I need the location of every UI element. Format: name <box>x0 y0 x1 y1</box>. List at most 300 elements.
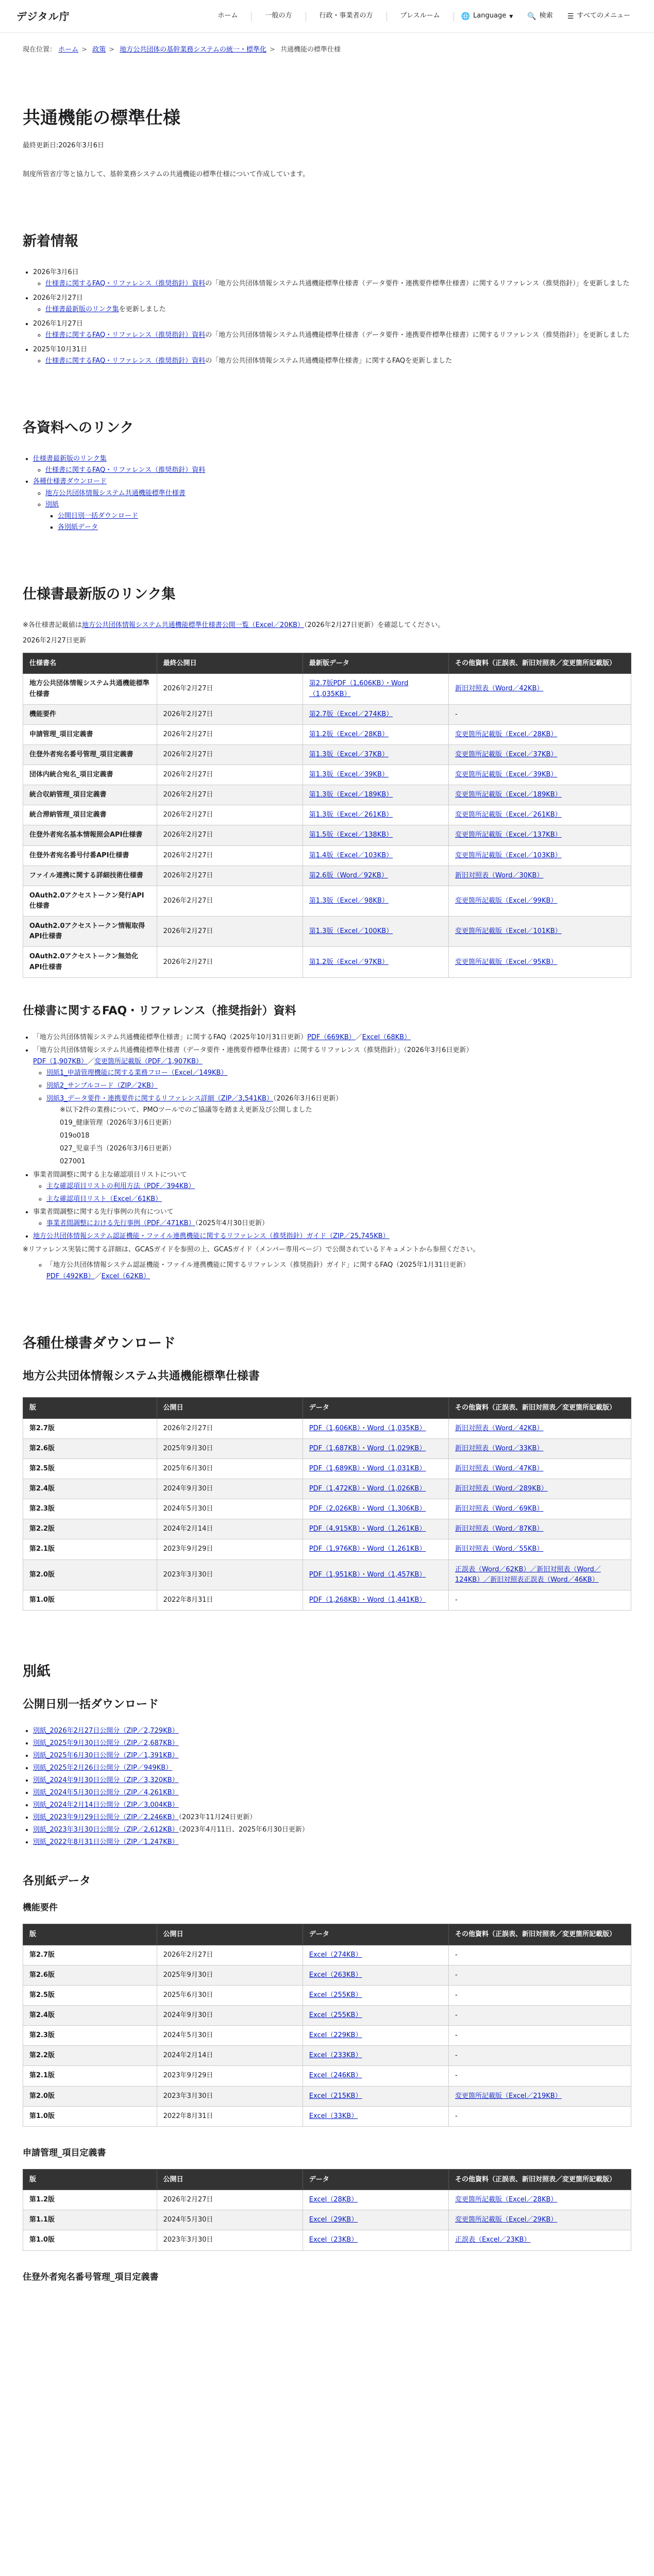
table-cell: 2023年3月30日 <box>157 1560 303 1590</box>
download-link[interactable]: PDF（1,976KB）・Word（1,261KB） <box>309 1545 426 1553</box>
download-link[interactable]: 第1.3版（Excel／98KB） <box>309 896 389 905</box>
main-content <box>0 33 654 2283</box>
table-cell: 第2.7版 <box>23 1418 157 1438</box>
table-row <box>23 2210 631 2230</box>
table-cell: 2024年9月30日 <box>157 1479 303 1499</box>
column-header: 最終公開日 <box>157 653 303 674</box>
breadcrumb-separator-icon: > <box>81 46 88 54</box>
links-item <box>58 522 631 533</box>
faq-text: 事業者間調整に関する主な確認項目リストについて <box>33 1171 187 1179</box>
faq-item <box>33 1170 631 1205</box>
download-link[interactable]: PDF（1,687KB）・Word（1,029KB） <box>309 1444 426 1452</box>
column-header: 版 <box>23 1398 157 1419</box>
empty-value: - <box>455 2052 458 2060</box>
faq-text: 「地方公共団体情報システム認証機能・ファイル連携機能に関するリファレンス（推奨指針）ガイド」に関するFAQ（2025年1月31日更新） <box>46 1261 470 1269</box>
table-cell <box>448 1459 631 1479</box>
table-cell <box>448 1590 631 1610</box>
news-text: を更新しました <box>119 305 166 313</box>
download-link[interactable]: Excel（215KB） <box>309 2092 362 2100</box>
table-cell <box>448 2210 631 2230</box>
table-header-row <box>23 1398 631 1419</box>
faq-text: 「地方公共団体情報システム共通機能標準仕様書」に関するFAQ（2025年10月31日更新） <box>33 1033 308 1041</box>
table-cell <box>303 2066 448 2086</box>
bulk-download-link[interactable]: 別紙_2022年8月31日公開分（ZIP／1,247KB） <box>33 1838 179 1846</box>
table-cell: 統合収納管理_項目定義書 <box>23 785 157 805</box>
related-link[interactable]: 新旧対照表（Word／87KB） <box>455 1525 544 1533</box>
table-cell <box>303 1479 448 1499</box>
table-cell <box>303 704 448 724</box>
download-link[interactable]: 第2.7版PDF（1,606KB）・Word（1,035KB） <box>309 680 409 698</box>
table-row <box>23 2106 631 2126</box>
table-row <box>23 744 631 765</box>
table-row <box>23 1499 631 1519</box>
news-item <box>33 318 631 341</box>
table-cell <box>448 1499 631 1519</box>
download-link[interactable]: 第2.7版（Excel／274KB） <box>309 710 393 718</box>
link-bulk-download[interactable]: 公開日別一括ダウンロード <box>58 512 139 520</box>
table-cell: 第2.7版 <box>23 1945 157 1965</box>
table-cell <box>303 2086 448 2106</box>
faq-link[interactable]: 地方公共団体情報システム認証機能・ファイル連携機能に関するリファレンス（推奨指針）ガイド（ZIP／25,745KB） <box>33 1232 390 1241</box>
table-cell: OAuth2.0アクセストークン発行API仕様書 <box>23 886 157 916</box>
links-list <box>23 453 631 533</box>
links-heading: 各資料へのリンク <box>23 420 134 436</box>
table-cell <box>303 1560 448 1590</box>
download-link[interactable]: 第1.3版（Excel／261KB） <box>309 811 393 819</box>
table-cell <box>303 1459 448 1479</box>
column-header: データ <box>303 1924 448 1945</box>
table-cell <box>303 1539 448 1560</box>
download-link[interactable]: Excel（255KB） <box>309 2011 362 2019</box>
related-link[interactable]: 変更箇所記載版（Excel／101KB） <box>455 927 562 936</box>
table-cell <box>303 724 448 744</box>
links-item <box>45 488 631 499</box>
table-row <box>23 1459 631 1479</box>
search-icon: 🔍 <box>527 12 536 21</box>
table-cell: 2024年2月14日 <box>157 1519 303 1539</box>
table-cell: 2025年6月30日 <box>157 1459 303 1479</box>
column-header: 版 <box>23 2169 157 2190</box>
download-link[interactable]: Excel（33KB） <box>309 2112 358 2120</box>
empty-value: - <box>455 710 458 718</box>
table-cell <box>448 1438 631 1459</box>
links-item <box>33 476 631 533</box>
table-cell: 2026年2月27日 <box>157 1945 303 1965</box>
appendix-data-heading: 各別紙データ <box>23 1875 91 1888</box>
link-appendix[interactable]: 別紙 <box>45 500 59 509</box>
faq-note: ※リファレンス実装に関する詳細は、GCASガイドを参照の上、GCASガイド（メンバー専用ページ）で公開されているドキュメントから参照ください。 <box>23 1246 480 1254</box>
faq-item <box>33 1231 631 1242</box>
breadcrumb-policy[interactable]: 政策 <box>92 46 106 54</box>
bulk-download-link[interactable]: 別紙_2024年9月30日公開分（ZIP／3,320KB） <box>33 1776 179 1784</box>
table-cell: 2026年2月27日 <box>157 1418 303 1438</box>
table-header-row <box>23 2169 631 2190</box>
download-link[interactable]: PDF（1,951KB）・Word（1,457KB） <box>309 1570 426 1579</box>
table-cell <box>303 2026 448 2046</box>
related-link[interactable]: 変更箇所記載版（Excel／99KB） <box>455 896 558 905</box>
related-link[interactable]: 変更箇所記載版（Excel／39KB） <box>455 771 558 779</box>
related-link[interactable]: 変更箇所記載版（Excel／189KB） <box>455 791 562 799</box>
table-cell: 2026年2月27日 <box>157 785 303 805</box>
list-item <box>33 1787 631 1799</box>
faq-item <box>33 1032 631 1043</box>
note-link[interactable]: 地方公共団体情報システム共通機能標準仕様書公開一覧（Excel／20KB） <box>81 621 305 629</box>
table-cell <box>303 765 448 785</box>
news-link[interactable]: 仕様書最新版のリンク集 <box>45 305 119 313</box>
table-cell <box>448 825 631 845</box>
table-cell <box>448 1965 631 1985</box>
news-date: 2026年1月27日 <box>33 320 83 328</box>
table-cell <box>448 704 631 724</box>
download-link[interactable]: Excel（233KB） <box>309 2052 362 2060</box>
table-cell <box>303 1945 448 1965</box>
faq-link[interactable]: 別紙3_データ要件・連携要件に関するリファレンス詳細（ZIP／3,541KB） <box>46 1095 274 1103</box>
table-cell <box>303 785 448 805</box>
bulk-download-link[interactable]: 別紙_2024年5月30日公開分（ZIP／4,261KB） <box>33 1788 179 1797</box>
table-row <box>23 1418 631 1438</box>
table-row <box>23 785 631 805</box>
related-link[interactable]: 正誤表（Word／62KB）／新旧対照表（Word／124KB）／新旧対照表正誤表（Word／46KB） <box>455 1565 601 1584</box>
related-link[interactable]: 新旧対照表（Word／30KB） <box>455 871 544 879</box>
list-item <box>33 1837 631 1848</box>
link-appendix-data[interactable]: 各別紙データ <box>58 523 98 531</box>
table-cell <box>303 1418 448 1438</box>
download-link[interactable]: 第1.4版（Excel／103KB） <box>309 851 393 859</box>
download-link[interactable]: Excel（28KB） <box>309 2196 358 2204</box>
table-cell: 第2.1版 <box>23 1539 157 1560</box>
related-link[interactable]: 新旧対照表（Word／42KB） <box>455 685 544 693</box>
faq-text: 事業者間調整に関する先行事例の共有について <box>33 1208 174 1216</box>
column-header: 最新版データ <box>303 653 448 674</box>
table-cell: 住登外者宛名番号管理_項目定義書 <box>23 744 157 765</box>
download-link[interactable]: 第1.3版（Excel／100KB） <box>309 927 393 936</box>
table-cell: 第2.6版 <box>23 1965 157 1985</box>
table-cell: 第1.0版 <box>23 1590 157 1610</box>
table-row <box>23 866 631 886</box>
table-row <box>23 2086 631 2106</box>
table-cell: 2023年9月29日 <box>157 2066 303 2086</box>
func-heading: 機能要件 <box>23 1903 58 1913</box>
download-link[interactable]: Excel（229KB） <box>309 2031 362 2040</box>
table-cell <box>448 1479 631 1499</box>
news-link[interactable]: 仕様書に関するFAQ・リファレンス（推奨指針）資料 <box>45 279 206 287</box>
table-cell <box>448 2066 631 2086</box>
breadcrumb-current: 共通機能の標準仕様 <box>280 46 341 54</box>
empty-value: - <box>455 2112 458 2120</box>
site-logo[interactable]: デジタル庁 <box>16 10 70 23</box>
download-link[interactable]: PDF（1,268KB）・Word（1,441KB） <box>309 1596 426 1604</box>
breadcrumb-home[interactable]: ホーム <box>58 46 79 54</box>
related-link[interactable]: 新旧対照表（Word／33KB） <box>455 1444 544 1452</box>
empty-value: - <box>455 1596 458 1604</box>
page-lead: 制度所管省庁等と協力して、基幹業務システムの共通機能の標準仕様について作成しています。 <box>23 170 310 178</box>
table-cell <box>448 1945 631 1965</box>
download-link[interactable]: 第1.3版（Excel／39KB） <box>309 771 389 779</box>
func-table-body <box>23 1945 631 2126</box>
news-text: の「地方公共団体情報システム共通機能標準仕様書」に関するFAQを更新しました <box>205 357 452 365</box>
table-row <box>23 1945 631 1965</box>
download-link[interactable]: PDF（4,915KB）・Word（1,261KB） <box>309 1525 426 1533</box>
breadcrumb-standardization[interactable]: 地方公共団体の基幹業務システムの統一・標準化 <box>120 46 266 54</box>
table-cell: 機能要件 <box>23 704 157 724</box>
breadcrumb-label: 現在位置： <box>23 46 57 54</box>
faq-link[interactable]: PDF（669KB） <box>307 1033 356 1041</box>
faq-separator: ／ <box>355 1033 362 1041</box>
table-cell <box>448 2106 631 2126</box>
table-cell: 2026年2月27日 <box>157 886 303 916</box>
related-link[interactable]: 変更箇所記載版（Excel／219KB） <box>455 2092 562 2100</box>
download-link[interactable]: 第1.3版（Excel／37KB） <box>309 750 389 758</box>
related-link[interactable]: 新旧対照表（Word／47KB） <box>455 1464 544 1472</box>
download-link[interactable]: PDF（1,472KB）・Word（1,026KB） <box>309 1484 426 1493</box>
faq-sub-item <box>46 1080 631 1092</box>
related-link[interactable]: 変更箇所記載版（Excel／28KB） <box>455 730 558 738</box>
table-cell: 申請管理_項目定義書 <box>23 724 157 744</box>
table-cell <box>448 1519 631 1539</box>
table-cell: 2024年2月14日 <box>157 2046 303 2066</box>
faq-link[interactable]: 変更箇所記載版（PDF／1,907KB） <box>94 1057 203 1065</box>
related-link[interactable]: 変更箇所記載版（Excel／29KB） <box>455 2216 558 2224</box>
globe-icon: 🌐 <box>461 12 471 21</box>
table-cell: 2026年2月27日 <box>157 805 303 825</box>
download-link[interactable]: PDF（1,689KB）・Word（1,031KB） <box>309 1464 426 1472</box>
table-row <box>23 1965 631 1985</box>
download-link[interactable]: Excel（29KB） <box>309 2216 358 2224</box>
table-cell <box>448 1985 631 2005</box>
table-row <box>23 845 631 866</box>
bulk-download-link[interactable]: 別紙_2025年9月30日公開分（ZIP／2,687KB） <box>33 1739 179 1747</box>
table-cell <box>303 1499 448 1519</box>
column-header: データ <box>303 2169 448 2190</box>
bulk-download-link[interactable]: 別紙_2023年9月29日公開分（ZIP／2,246KB） <box>33 1814 179 1822</box>
breadcrumb-separator-icon: > <box>269 46 275 54</box>
table-header-row <box>23 653 631 674</box>
related-link[interactable]: 変更箇所記載版（Excel／261KB） <box>455 811 562 819</box>
news-date: 2026年2月27日 <box>33 294 83 302</box>
nav-home[interactable]: ホーム <box>217 12 238 20</box>
faq-link[interactable]: PDF（1,907KB） <box>33 1057 88 1065</box>
table-cell: 第1.0版 <box>23 2230 157 2250</box>
news-entry <box>45 355 631 367</box>
table-cell <box>448 674 631 704</box>
download-link[interactable]: PDF（2,026KB）・Word（1,306KB） <box>309 1505 426 1513</box>
table-cell: ファイル連携に関する詳細技術仕様書 <box>23 866 157 886</box>
table-row <box>23 1438 631 1459</box>
nonres-heading: 住登外者宛名番号管理_項目定義書 <box>23 2272 159 2282</box>
news-entry <box>45 304 631 315</box>
table-cell: 2026年2月27日 <box>157 825 303 845</box>
table-cell: 2026年2月27日 <box>157 2190 303 2210</box>
table-cell <box>303 674 448 704</box>
bulk-download-link[interactable]: 別紙_2023年3月30日公開分（ZIP／2,612KB） <box>33 1826 179 1834</box>
empty-value: - <box>455 2011 458 2019</box>
download-link[interactable]: Excel（246KB） <box>309 2072 362 2080</box>
apply-table <box>23 2169 631 2251</box>
note-text: （2026年2月27日更新）を確認してください。 <box>304 621 445 629</box>
table-cell: OAuth2.0アクセストークン情報取得API仕様書 <box>23 917 157 947</box>
table-cell <box>448 2026 631 2046</box>
news-item <box>33 267 631 290</box>
bulk-download-list <box>23 1725 631 1849</box>
breadcrumb <box>23 33 631 56</box>
chevron-down-icon: ▾ <box>509 12 513 21</box>
table-cell: 第2.2版 <box>23 2046 157 2066</box>
table-cell <box>448 947 631 977</box>
download-link[interactable]: Excel（274KB） <box>309 1951 362 1959</box>
news-list <box>23 267 631 367</box>
faq-item <box>33 1045 631 1168</box>
table-row <box>23 674 631 704</box>
faq-link[interactable]: 事業者間調整における先行事例（PDF／471KB） <box>46 1219 195 1227</box>
page-title: 共通機能の標準仕様 <box>23 108 180 129</box>
download-link[interactable]: 第1.3版（Excel／189KB） <box>309 791 393 799</box>
bulk-download-link[interactable]: 別紙_2026年2月27日公開分（ZIP／2,729KB） <box>33 1726 179 1735</box>
table-cell: 第2.4版 <box>23 2005 157 2025</box>
news-entry <box>45 278 631 290</box>
table-cell <box>448 2086 631 2106</box>
download-link[interactable]: 第1.2版（Excel／28KB） <box>309 730 389 738</box>
table-cell <box>303 845 448 866</box>
download-link[interactable]: 第1.2版（Excel／97KB） <box>309 958 389 966</box>
table-cell <box>303 886 448 916</box>
faq-note: ※以下2件の業務について、PMOツールでのご協議等を踏まえ更新及び公開しました <box>60 1106 312 1114</box>
faq-sub-sub-item: 019_健康管理（2026年3月6日更新） <box>60 1119 175 1127</box>
download-link[interactable]: 第2.6版（Word／92KB） <box>309 871 388 879</box>
faq-link[interactable]: 主な確認項目リストの利用方法（PDF／394KB） <box>46 1182 195 1190</box>
table-row <box>23 825 631 845</box>
list-item <box>33 1775 631 1786</box>
related-link[interactable]: 変更箇所記載版（Excel／103KB） <box>455 851 562 859</box>
related-link[interactable]: 変更箇所記載版（Excel／28KB） <box>455 2196 558 2204</box>
table-cell: 2026年2月27日 <box>157 744 303 765</box>
bulk-download-link[interactable]: 別紙_2025年6月30日公開分（ZIP／1,391KB） <box>33 1751 179 1759</box>
table-cell <box>448 2230 631 2250</box>
table-cell <box>448 2190 631 2210</box>
faq-link[interactable]: 主な確認項目リスト（Excel／61KB） <box>46 1195 162 1203</box>
bulk-update-note: （2023年11月24日更新） <box>178 1814 257 1822</box>
table-cell: 2026年2月27日 <box>157 704 303 724</box>
table-cell <box>448 785 631 805</box>
table-cell <box>448 917 631 947</box>
table-cell: 2026年2月27日 <box>157 765 303 785</box>
table-cell: 住登外者宛名基本情報照会API仕様書 <box>23 825 157 845</box>
bulk-update-note: （2023年4月11日、2025年6月30日更新） <box>178 1826 309 1834</box>
links-item <box>33 453 631 476</box>
faq-list <box>23 1260 631 1282</box>
faq-sub-item <box>46 1093 631 1168</box>
table-row <box>23 1985 631 2005</box>
download-link[interactable]: Excel（263KB） <box>309 1971 362 1979</box>
list-item <box>33 1738 631 1749</box>
related-link[interactable]: 変更箇所記載版（Excel／37KB） <box>455 750 558 758</box>
faq-sub-item <box>46 1067 631 1079</box>
related-link[interactable]: 新旧対照表（Word／69KB） <box>455 1505 544 1513</box>
empty-value: - <box>455 1991 458 1999</box>
table-row <box>23 724 631 744</box>
column-header: 公開日 <box>157 2169 303 2190</box>
table-cell <box>448 1418 631 1438</box>
table-cell: 住登外者宛名番号付番API仕様書 <box>23 845 157 866</box>
table-row <box>23 2066 631 2086</box>
download-link[interactable]: Excel（23KB） <box>309 2236 358 2244</box>
nav-general[interactable]: 一般の方 <box>265 12 292 20</box>
table-cell <box>448 845 631 866</box>
global-nav <box>204 10 638 22</box>
table-cell <box>303 2005 448 2025</box>
news-date: 2025年10月31日 <box>33 346 88 354</box>
bulk-download-link[interactable]: 別紙_2024年2月14日公開分（ZIP／3,004KB） <box>33 1801 179 1809</box>
related-link[interactable]: 新旧対照表（Word／42KB） <box>455 1424 544 1432</box>
apply-heading: 申請管理_項目定義書 <box>23 2147 106 2158</box>
faq-link[interactable]: Excel（68KB） <box>362 1033 411 1041</box>
list-item <box>33 1762 631 1774</box>
appendix-heading: 別紙 <box>23 1663 51 1680</box>
related-link[interactable]: 変更箇所記載版（Excel／137KB） <box>455 831 562 839</box>
faq-sub-item <box>46 1194 631 1205</box>
download-link[interactable]: Excel（255KB） <box>309 1991 362 1999</box>
table-cell <box>303 2230 448 2250</box>
table-cell <box>448 2046 631 2066</box>
link-faq[interactable]: 仕様書に関するFAQ・リファレンス（推奨指針）資料 <box>45 466 206 474</box>
links-item <box>45 465 631 476</box>
table-cell: 第2.6版 <box>23 1438 157 1459</box>
table-cell <box>303 1590 448 1610</box>
download-link[interactable]: 第1.5版（Excel／138KB） <box>309 831 393 839</box>
table-row <box>23 947 631 977</box>
faq-link[interactable]: PDF（492KB） <box>46 1273 95 1281</box>
table-cell: 2025年9月30日 <box>157 1965 303 1985</box>
related-link[interactable]: 正誤表（Excel／23KB） <box>455 2236 531 2244</box>
link-latest[interactable]: 仕様書最新版のリンク集 <box>33 455 107 463</box>
table-row <box>23 2190 631 2210</box>
related-link[interactable]: 新旧対照表（Word／289KB） <box>455 1484 548 1493</box>
faq-link[interactable]: Excel（62KB） <box>101 1273 150 1281</box>
nav-press[interactable]: プレスルーム <box>400 12 440 20</box>
table-cell: 2025年6月30日 <box>157 1985 303 2005</box>
common-spec-table <box>23 1397 631 1611</box>
table-cell: 第2.3版 <box>23 1499 157 1519</box>
news-link[interactable]: 仕様書に関するFAQ・リファレンス（推奨指針）資料 <box>45 357 206 365</box>
related-link[interactable]: 新旧対照表（Word／55KB） <box>455 1545 544 1553</box>
table-cell: 2026年2月27日 <box>157 845 303 866</box>
latest-table-body <box>23 674 631 977</box>
hamburger-icon: ☰ <box>567 12 574 21</box>
table-cell: 2026年2月27日 <box>157 866 303 886</box>
column-header: 公開日 <box>157 1398 303 1419</box>
link-common-spec[interactable]: 地方公共団体情報システム共通機能標準仕様書 <box>45 489 186 497</box>
table-cell <box>303 1965 448 1985</box>
table-cell <box>303 1438 448 1459</box>
download-link[interactable]: PDF（1,606KB）・Word（1,035KB） <box>309 1424 426 1432</box>
faq-link[interactable]: 別紙1_申請管理機能に関する業務フロー（Excel／149KB） <box>46 1069 228 1077</box>
link-downloads[interactable]: 各種仕様書ダウンロード <box>33 478 107 486</box>
related-link[interactable]: 変更箇所記載版（Excel／95KB） <box>455 958 558 966</box>
table-cell <box>448 866 631 886</box>
bulk-download-link[interactable]: 別紙_2025年2月26日公開分（ZIP／949KB） <box>33 1764 173 1772</box>
table-cell <box>303 1985 448 2005</box>
news-link[interactable]: 仕様書に関するFAQ・リファレンス（推奨指針）資料 <box>45 331 206 340</box>
menu-button[interactable] <box>560 10 638 22</box>
nav-business[interactable]: 行政・事業者の方 <box>319 12 373 20</box>
table-cell <box>303 2190 448 2210</box>
table-cell: 2022年8月31日 <box>157 2106 303 2126</box>
faq-link[interactable]: 別紙2_サンプルコード（ZIP／2KB） <box>46 1081 158 1090</box>
news-heading: 新着情報 <box>23 233 78 249</box>
language-button[interactable] <box>454 10 521 22</box>
table-cell: 2024年5月30日 <box>157 2026 303 2046</box>
search-button[interactable] <box>520 10 560 22</box>
table-cell: 2026年2月27日 <box>157 947 303 977</box>
